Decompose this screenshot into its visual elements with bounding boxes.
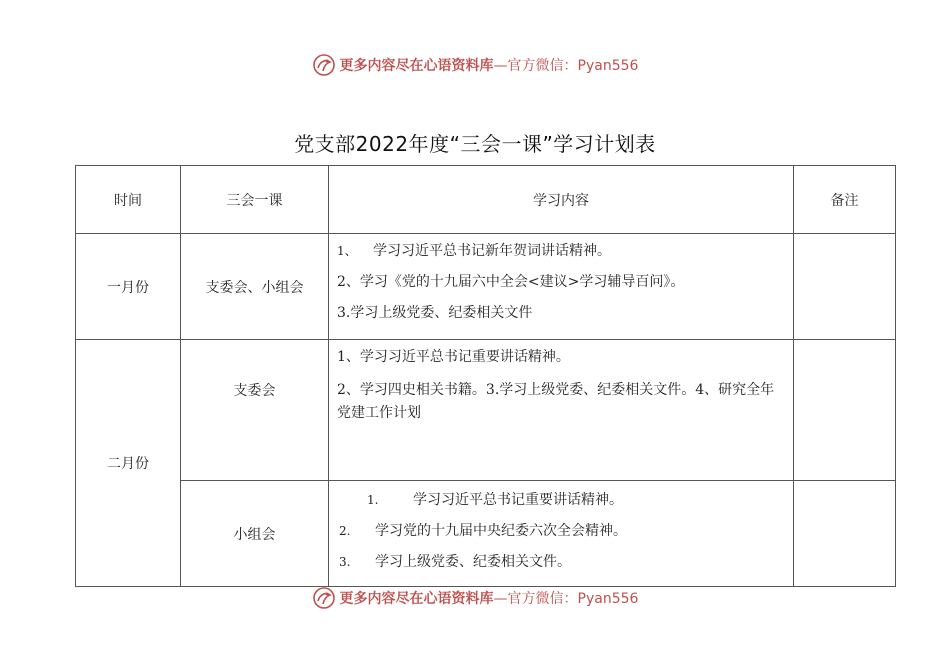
brand-logo-icon	[312, 53, 336, 77]
watermark-text: 更多内容尽在心语资料库	[339, 591, 494, 607]
study-content-cell	[329, 481, 794, 587]
watermark-footer	[0, 583, 950, 613]
watermark-text: 更多内容尽在心语资料库	[339, 58, 494, 74]
content-item: 1. 学习习近平总书记重要讲话精神。	[367, 492, 623, 508]
meeting-type-cell: 支委会、小组会	[181, 234, 329, 340]
content-item: 2、学习四史相关书籍。3.学习上级党委、纪委相关文件。4、研究全年党建工作计划	[337, 382, 775, 421]
content-item: 3. 学习上级党委、纪委相关文件。	[339, 554, 571, 570]
watermark-suffix: —官方微信：Pyan556	[493, 58, 639, 74]
month-cell: 一月份	[76, 234, 181, 340]
meeting-type-cell: 小组会	[181, 481, 329, 587]
note-cell	[794, 234, 896, 340]
header-content: 学习内容	[329, 166, 794, 234]
content-item: 1、 学习习近平总书记新年贺词讲话精神。	[337, 243, 611, 259]
study-plan-table	[75, 165, 896, 587]
table-row	[76, 234, 896, 340]
header-time: 时间	[76, 166, 181, 234]
content-item: 3.学习上级党委、纪委相关文件	[337, 305, 533, 321]
content-item: 2、学习《党的十九届六中全会<建议>学习辅导百问》。	[337, 274, 685, 290]
watermark-suffix: —官方微信：Pyan556	[493, 591, 639, 607]
study-content-cell	[329, 340, 794, 481]
watermark-header	[0, 50, 950, 80]
month-cell: 二月份	[76, 340, 181, 587]
header-note: 备注	[794, 166, 896, 234]
note-cell	[794, 340, 896, 481]
meeting-type-cell: 支委会	[181, 340, 329, 481]
table-row	[76, 481, 896, 587]
document-title: 党支部2022年度“三会一课”学习计划表	[294, 132, 656, 156]
study-content-cell	[329, 234, 794, 340]
header-type: 三会一课	[181, 166, 329, 234]
brand-logo-icon	[312, 586, 336, 610]
table-header-row	[76, 166, 896, 234]
note-cell	[794, 481, 896, 587]
content-item: 2. 学习党的十九届中央纪委六次全会精神。	[339, 523, 627, 539]
table-row	[76, 340, 896, 481]
content-item: 1、学习习近平总书记重要讲话精神。	[337, 349, 570, 365]
